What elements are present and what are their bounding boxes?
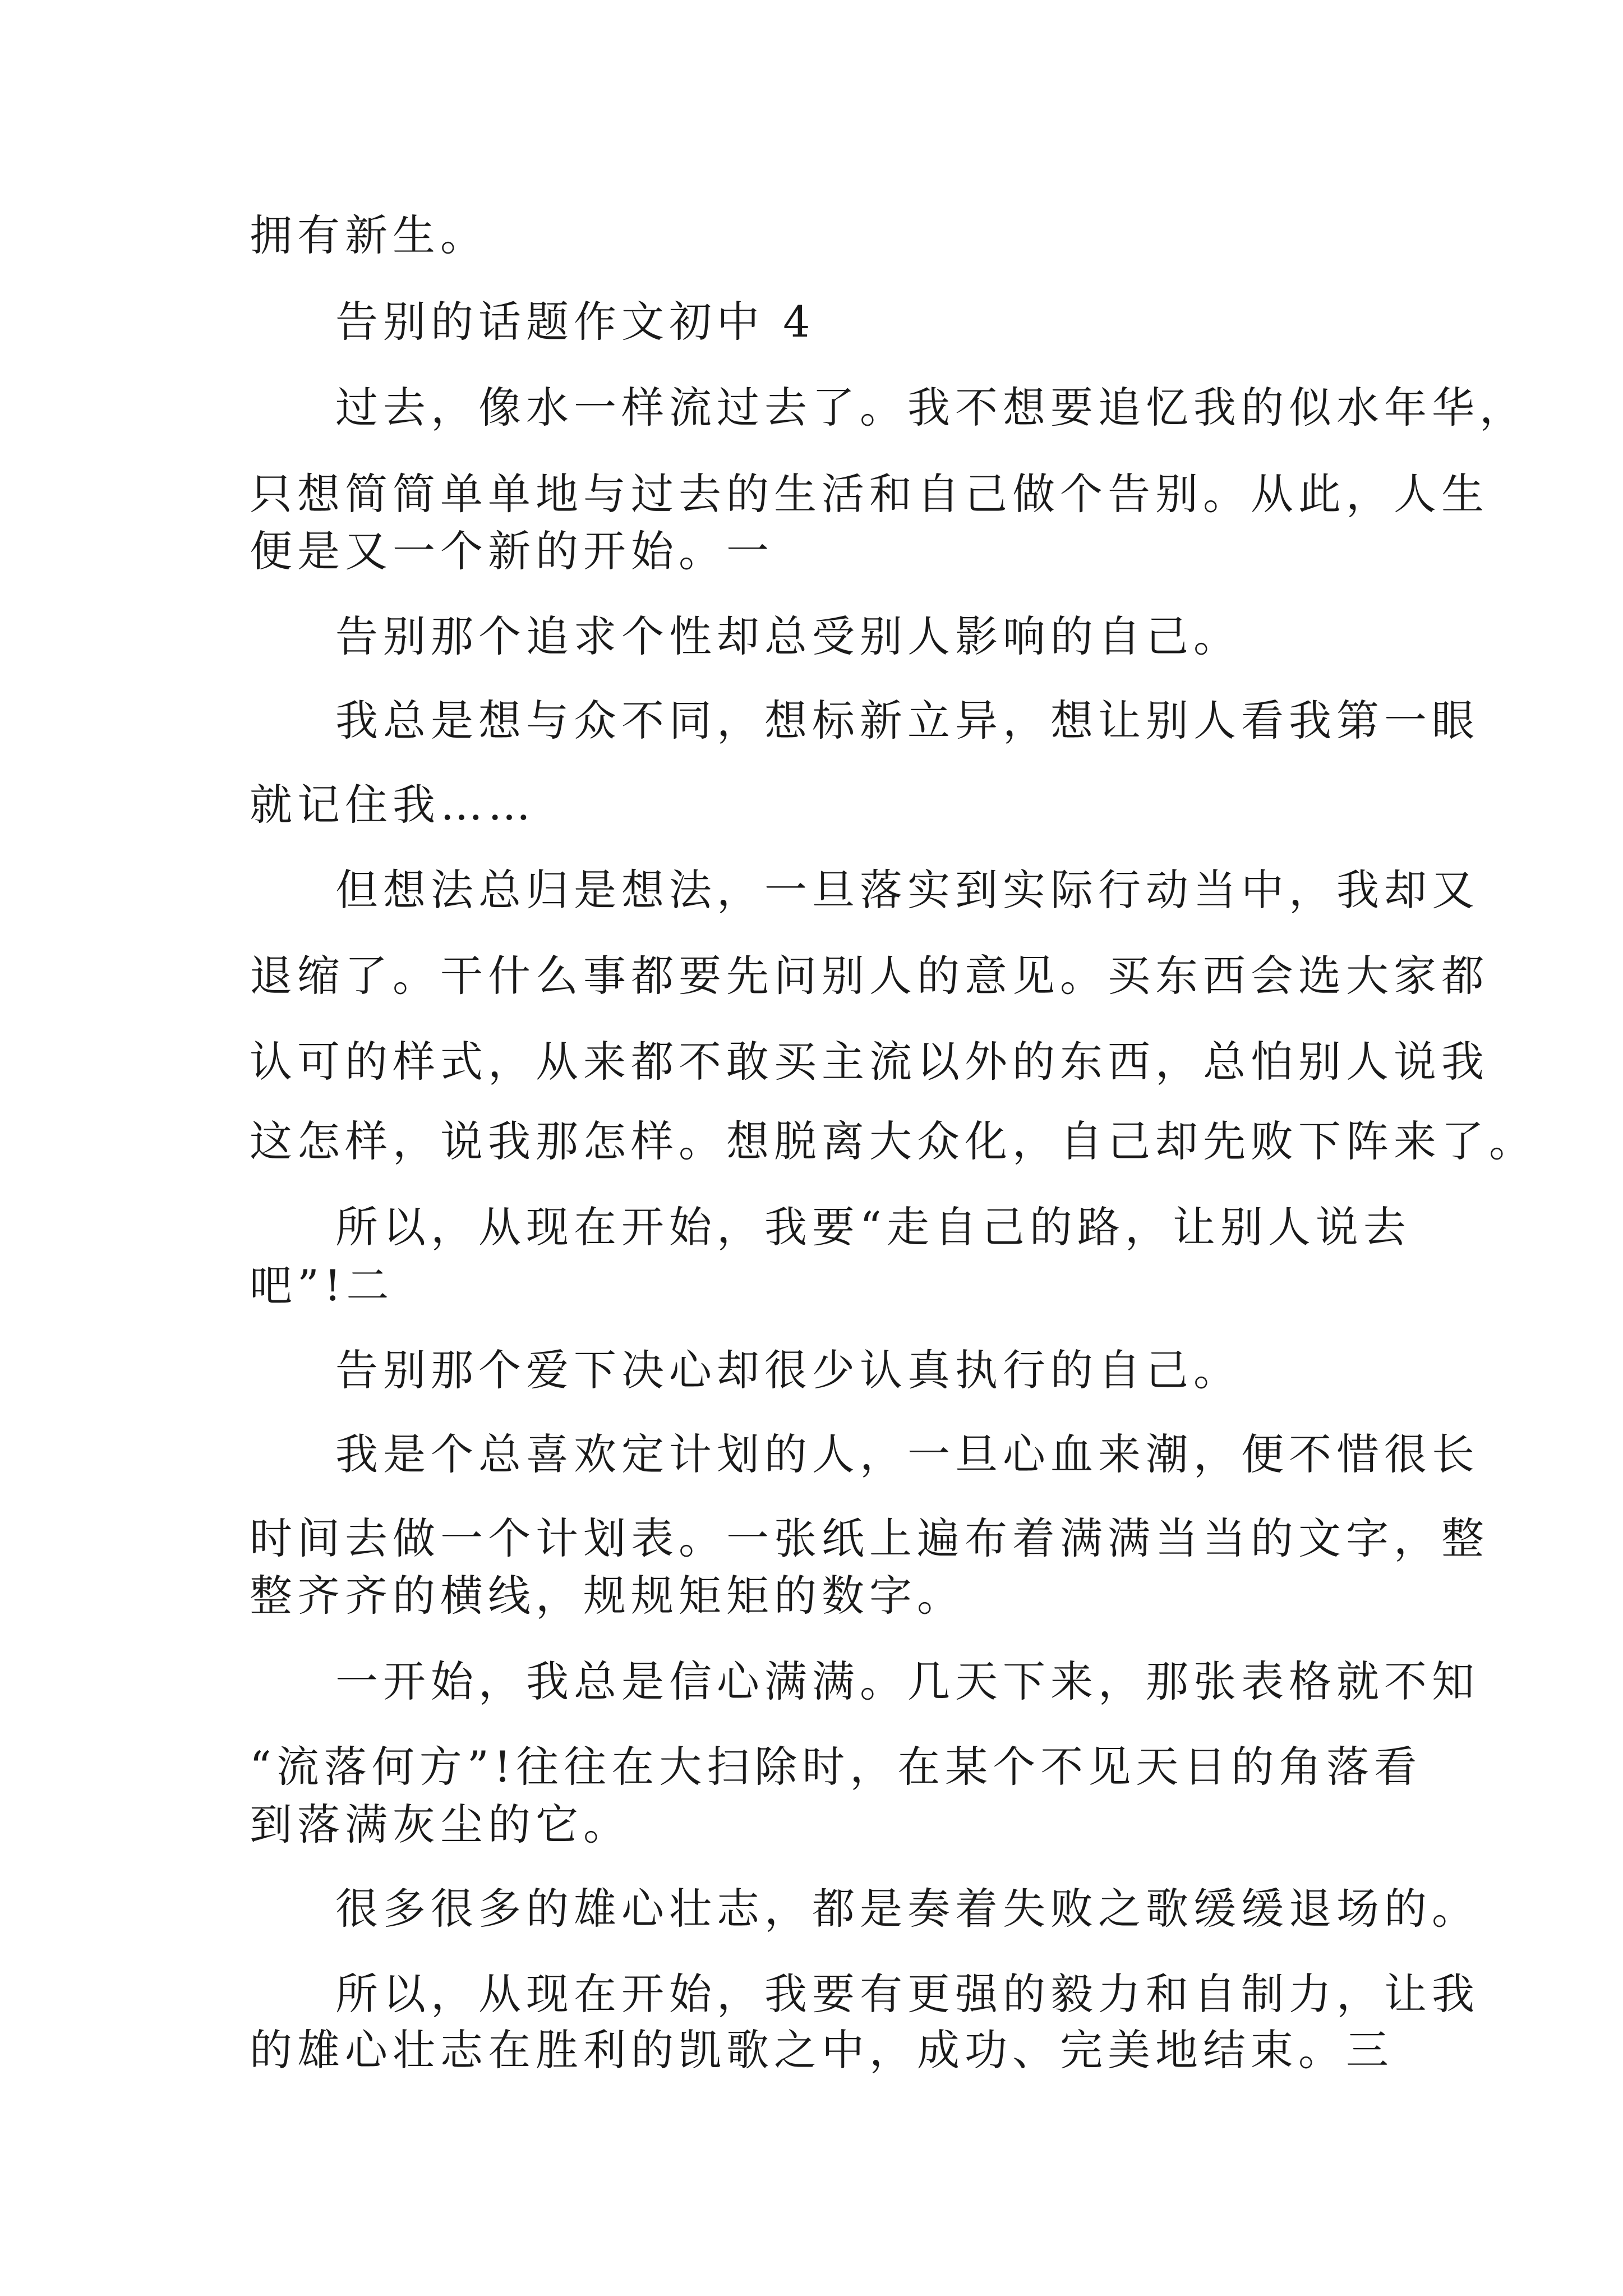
text-line-1: 拥有新生。 — [250, 210, 488, 260]
text-line-24: 的雄心壮志在胜利的凯歌之中，成功、完美地结束。三 — [250, 2025, 1394, 2075]
text-line-5: 便是又一个新的开始。一 — [250, 526, 774, 576]
text-line-16: 我是个总喜欢定计划的人，一旦心血来潮，便不惜很长 — [335, 1429, 1479, 1479]
text-line-9: 但想法总归是想法，一旦落实到实际行动当中，我却又 — [335, 865, 1479, 915]
text-line-22: 很多很多的雄心壮志，都是奏着失败之歌缓缓退场的。 — [335, 1884, 1479, 1934]
text-line-17: 时间去做一个计划表。一张纸上遍布着满满当当的文字，整 — [250, 1513, 1489, 1563]
text-line-23: 所以，从现在开始，我要有更强的毅力和自制力，让我 — [335, 1969, 1479, 2019]
text-line-11: 认可的样式，从来都不敢买主流以外的东西，总怕别人说我 — [250, 1037, 1489, 1087]
text-line-4: 只想简简单单地与过去的生活和自己做个告别。从此，人生 — [250, 469, 1489, 519]
text-line-3: 过去，像水一样流过去了。我不想要追忆我的似水年华， — [335, 383, 1527, 432]
text-line-12: 这怎样，说我那怎样。想脱离大众化，自己却先败下阵来了。 — [250, 1116, 1537, 1166]
text-line-10: 退缩了。干什么事都要先问别人的意见。买东西会选大家都 — [250, 951, 1489, 1001]
text-line-21: 到落满灰尘的它。 — [250, 1800, 631, 1849]
text-line-19: 一开始，我总是信心满满。几天下来，那张表格就不知 — [335, 1657, 1479, 1706]
text-line-6: 告别那个追求个性却总受别人影响的自己。 — [335, 611, 1241, 661]
text-line-14: 吧”!二 — [250, 1260, 394, 1310]
text-line-15: 告别那个爱下决心却很少认真执行的自己。 — [335, 1345, 1241, 1395]
text-line-18: 整齐齐的横线，规规矩矩的数字。 — [250, 1571, 965, 1621]
section-heading: 告别的话题作文初中 4 — [335, 297, 815, 347]
text-line-7: 我总是想与众不同，想标新立异，想让别人看我第一眼 — [335, 696, 1479, 746]
text-line-13: 所以，从现在开始，我要“走自己的路，让别人说去 — [335, 1202, 1411, 1252]
text-line-8: 就记住我…… — [250, 780, 536, 830]
text-line-20: “流落何方”!往往在大扫除时，在某个不见天日的角落看 — [250, 1742, 1422, 1792]
